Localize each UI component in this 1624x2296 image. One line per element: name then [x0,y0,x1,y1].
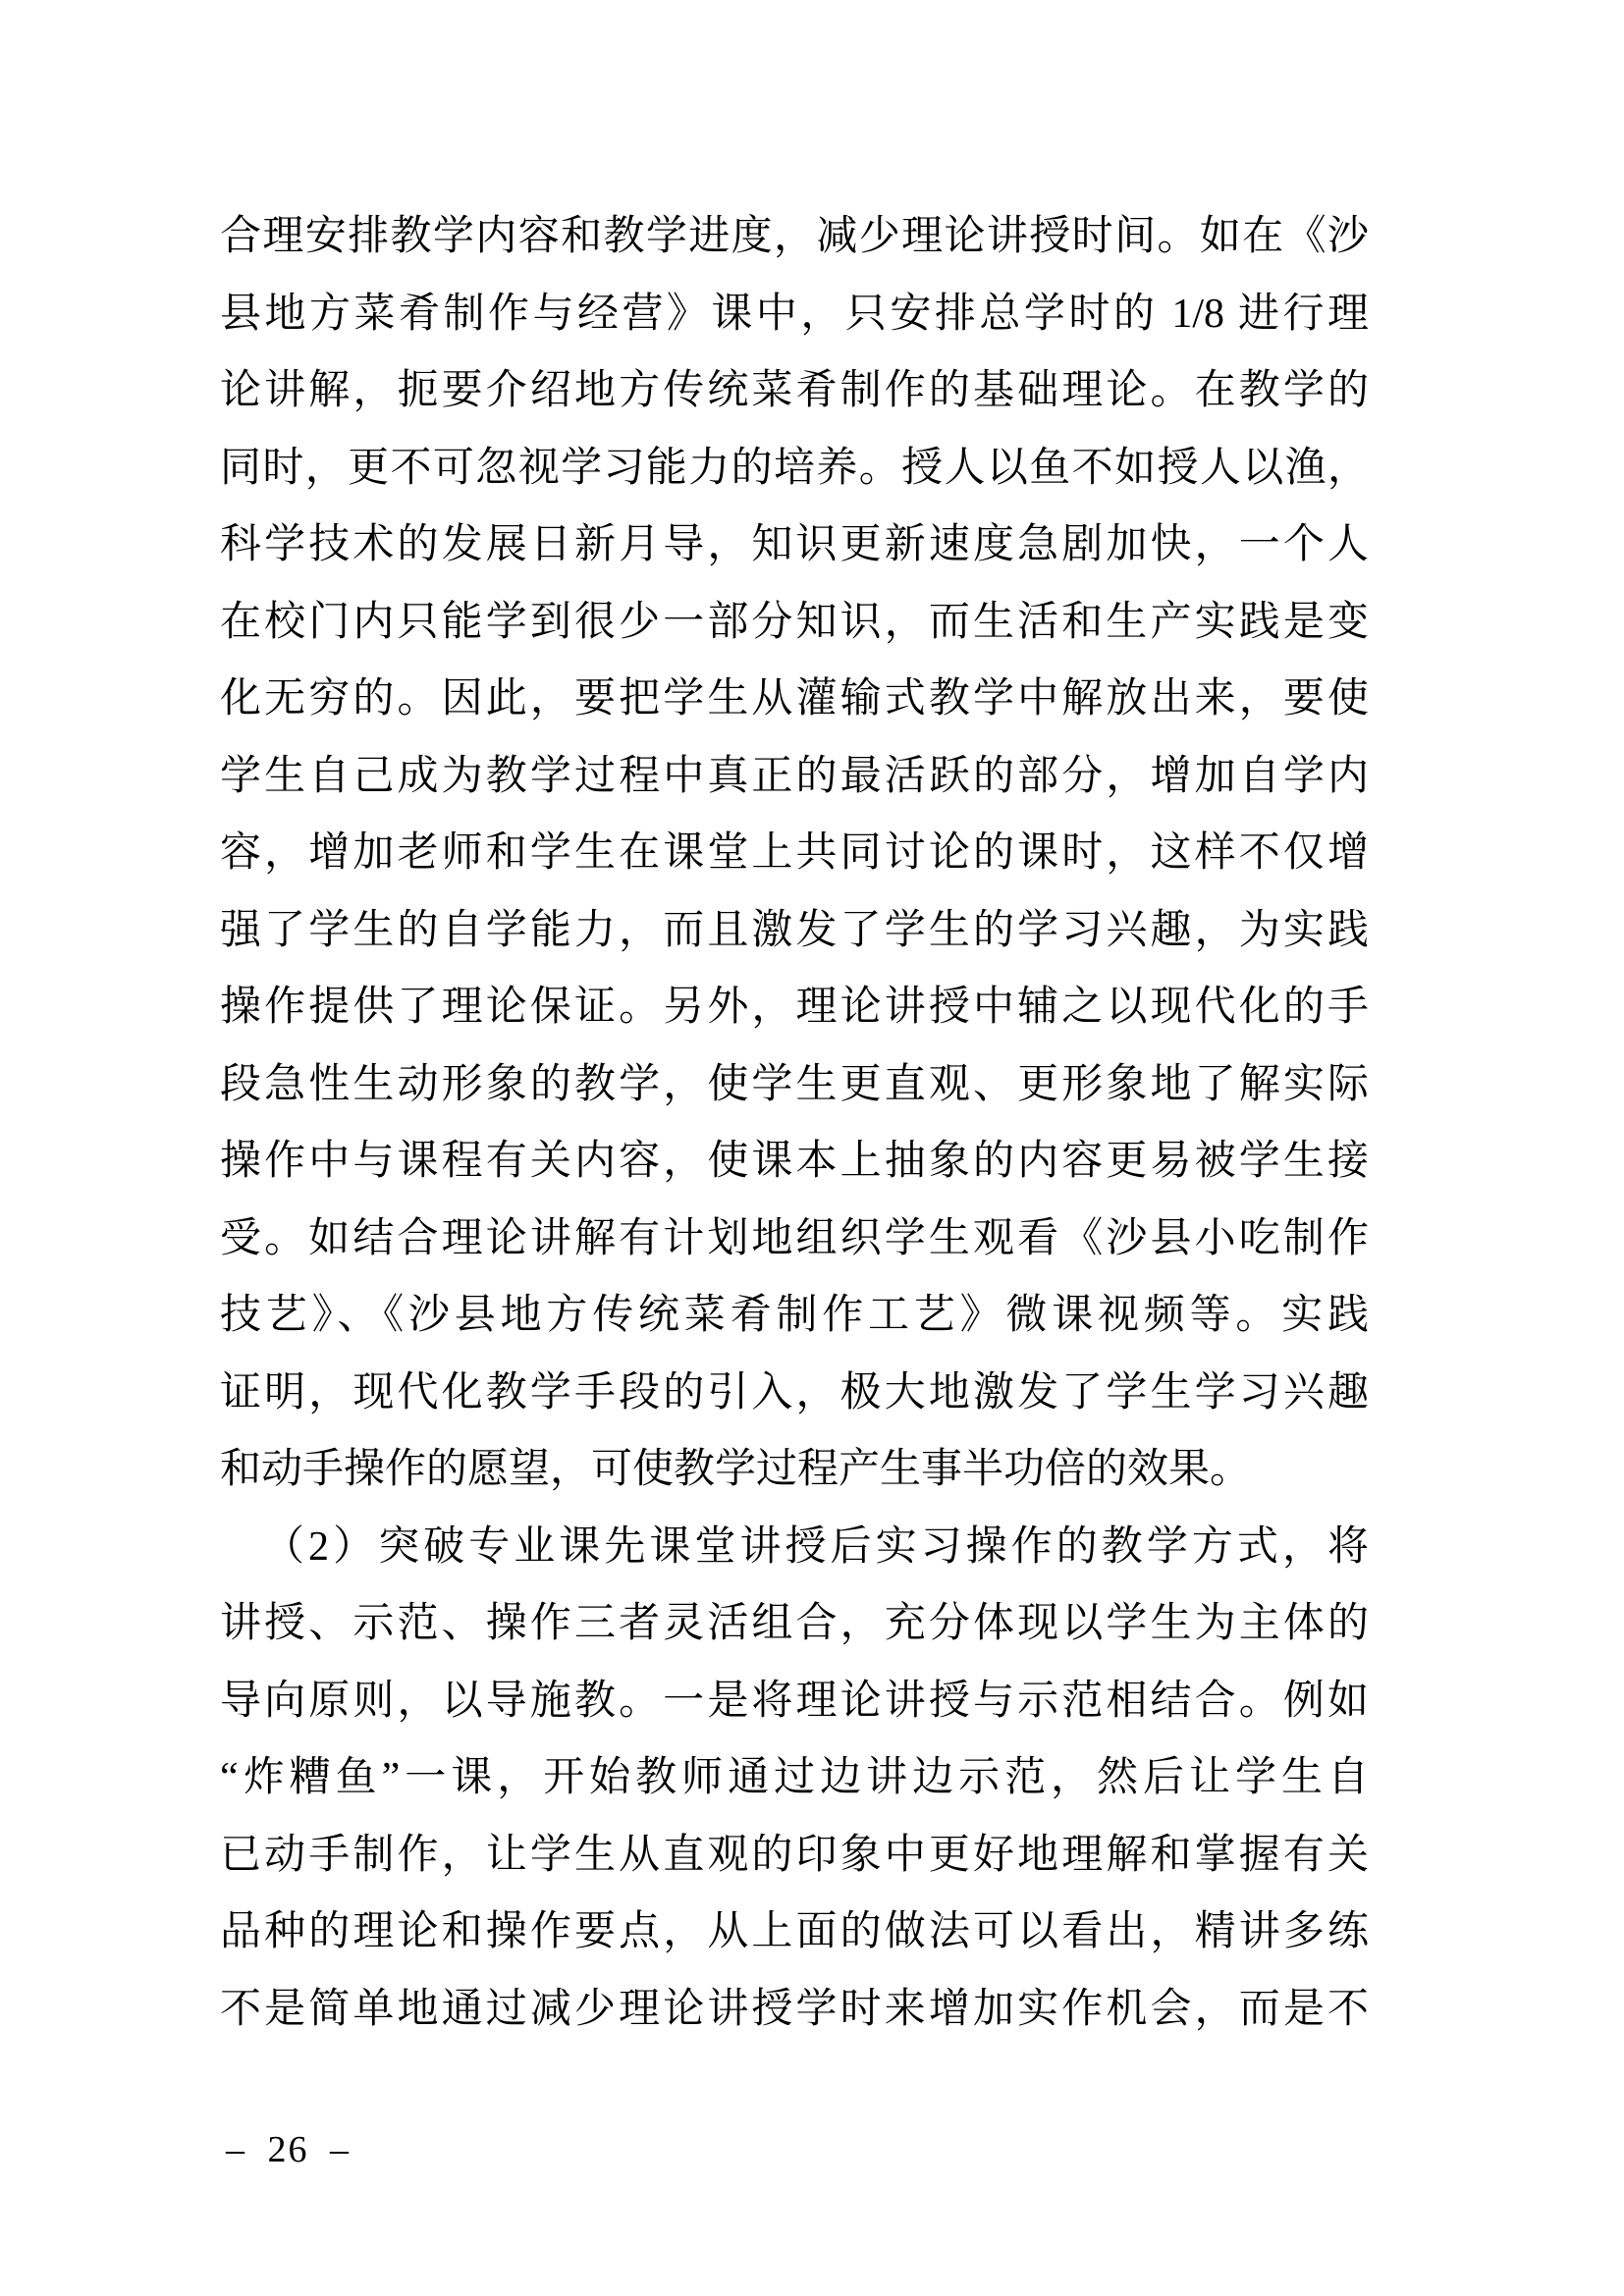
text-line: 同时，更不可忽视学习能力的培养。授人以鱼不如授人以渔， [220,445,1369,491]
text-line: 已动手制作，让学生从直观的印象中更好地理解和掌握有关 [220,1832,1369,1878]
text-line: 合理安排教学内容和教学进度，减少理论讲授时间。如在《沙 [220,214,1369,259]
text-line-paragraph-start: （2）突破专业课先课堂讲授后实习操作的教学方式，将 [263,1523,1369,1570]
text-line: 操作提供了理论保证。另外，理论讲授中辅之以现代化的手 [220,985,1369,1030]
text-line: 论讲解，扼要介绍地方传统菜肴制作的基础理论。在教学的 [220,368,1369,413]
text-line: 在校门内只能学到很少一部分知识，而生活和生产实践是变 [220,599,1369,645]
text-line: 强了学生的自学能力，而且激发了学生的学习兴趣，为实践 [220,907,1369,953]
text-line: 操作中与课程有关内容，使课本上抽象的内容更易被学生接 [220,1139,1369,1184]
text-line: 证明，现代化教学手段的引入，极大地激发了学生学习兴趣 [220,1369,1369,1415]
text-line-paragraph-end: 和动手操作的愿望，可使教学过程产生事半功倍的效果。 [220,1447,1252,1492]
text-line: 科学技术的发展日新月导，知识更新速度急剧加快，一个人 [220,522,1369,567]
text-line: 学生自己成为教学过程中真正的最活跃的部分，增加自学内 [220,753,1369,799]
text-line: 化无穷的。因此，要把学生从灌输式教学中解放出来，要使 [220,676,1369,721]
text-line: 容，增加老师和学生在课堂上共同讨论的课时，这样不仅增 [220,830,1369,876]
page-number: – 26 – [226,2129,351,2170]
text-line: 不是简单地通过减少理论讲授学时来增加实作机会，而是不 [220,1986,1369,2032]
text-line: 讲授、示范、操作三者灵活组合，充分体现以学生为主体的 [220,1601,1369,1646]
body-text [220,198,1369,2048]
text-line: “炸糟鱼”一课，开始教师通过边讲边示范，然后让学生自 [220,1755,1369,1800]
text-line: 县地方菜肴制作与经营》课中，只安排总学时的 1/8 进行理 [220,291,1369,337]
text-line: 导向原则，以导施教。一是将理论讲授与示范相结合。例如 [220,1678,1369,1724]
text-line: 段急性生动形象的教学，使学生更直观、更形象地了解实际 [220,1061,1369,1107]
text-line: 技艺》、《沙县地方传统菜肴制作工艺》微课视频等。实践 [220,1293,1369,1338]
text-line: 品种的理论和操作要点，从上面的做法可以看出，精讲多练 [220,1909,1369,1954]
text-line: 受。如结合理论讲解有计划地组织学生观看《沙县小吃制作 [220,1215,1369,1261]
